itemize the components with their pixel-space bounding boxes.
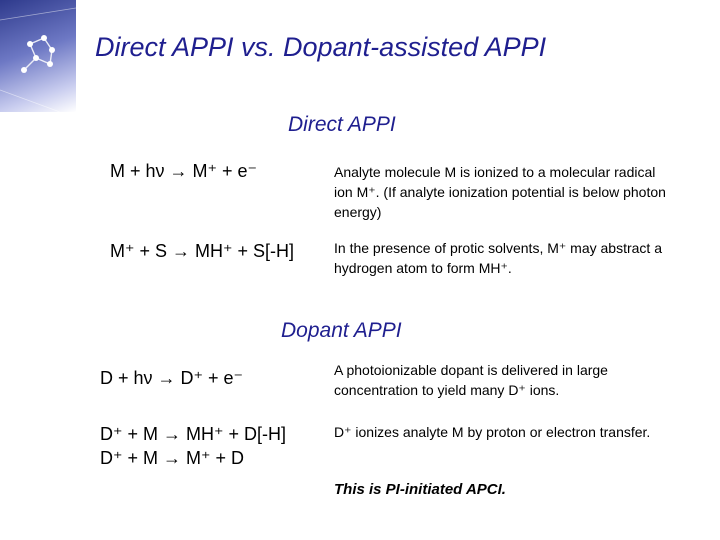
dopant-equation-2: D⁺ + M → MH⁺ + D[-H] (100, 424, 287, 444)
dopant-appi-heading: Dopant APPI (281, 319, 402, 342)
dopant-description-1: A photoionizable dopant is delivered in large concentration to yield many D⁺ ions. (334, 362, 608, 398)
dopant-equation-1: D + hν → D⁺ + e⁻ (100, 368, 244, 388)
dopant-equation-3: D⁺ + M → M⁺ + D (100, 448, 245, 468)
molecule-graphic-icon (0, 0, 76, 112)
dopant-description-2: D⁺ ionizes analyte M by proton or electron transfer. (334, 424, 651, 440)
corner-decoration (0, 0, 76, 112)
direct-equation-2: M⁺ + S → MH⁺ + S[-H] (110, 241, 295, 261)
direct-description-1: Analyte molecule M is ionized to a molecular radical ion M⁺. (If analyte ionization potential is below photon energy) (334, 164, 666, 220)
direct-description-2: In the presence of protic solvents, M⁺ may abstract a hydrogen atom to form MH⁺. (334, 240, 662, 276)
pi-apci-note: This is PI-initiated APCI. (334, 481, 506, 498)
direct-equation-1: M + hν → M⁺ + e⁻ (110, 161, 258, 181)
slide-title: Direct APPI vs. Dopant-assisted APPI (95, 32, 547, 62)
direct-appi-heading: Direct APPI (288, 113, 396, 136)
